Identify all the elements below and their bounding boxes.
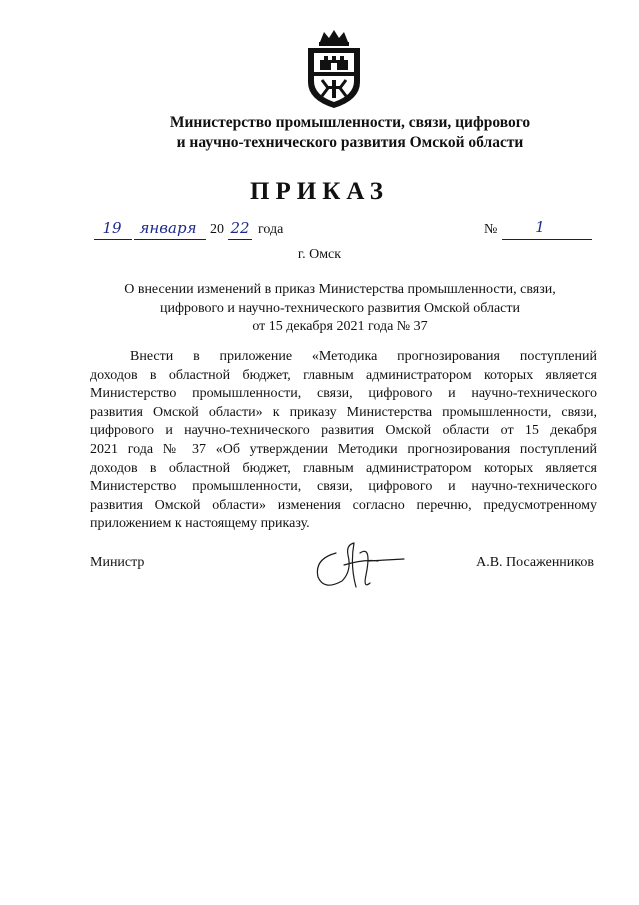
order-year-prefix: 20 (210, 222, 224, 237)
body-line: доходов в областной бюджет, главным администратором которых является (90, 367, 597, 383)
body-line: 2021 года № 37 «Об утверждении Методики прогнозирования поступлений (90, 441, 597, 457)
subject-line: от 15 декабря 2021 года № 37 (252, 319, 428, 334)
document-title: ПРИКАЗ (250, 178, 389, 205)
subject-line: О внесении изменений в приказ Министерства промышленности, связи, (124, 282, 556, 297)
body-line: цифрового и научно-технического развития Омской области от 15 декабря (90, 423, 597, 439)
handwritten-signature-icon (308, 535, 408, 595)
year-word: года (258, 222, 284, 237)
order-number: 1 (535, 218, 545, 236)
body-line: Министерство промышленности, связи, цифрового и научно-технического (90, 386, 597, 402)
body-line: Внести в приложение «Методика прогнозирования поступлений (130, 349, 597, 364)
order-subject (80, 281, 600, 337)
order-date-month: января (139, 219, 197, 237)
order-number-label: № (484, 222, 498, 237)
order-date-line (90, 218, 610, 244)
body-line: Министерство промышленности, связи, цифрового и научно-технического (90, 479, 597, 495)
ministry-name-line-1: Министерство промышленности, связи, цифрового (169, 114, 531, 131)
body-line: развития Омской области» изменения согласно перечню, предусмотренному (90, 497, 597, 513)
omsk-region-coat-of-arms-icon (302, 28, 366, 110)
order-number-underline (502, 239, 592, 240)
date-day-underline (94, 239, 132, 240)
order-body-paragraph (90, 348, 597, 534)
body-line: развития Омской области» к приказу Министерства промышленности, связи, (90, 404, 597, 420)
ministry-name-line-2: и научно-технического развития Омской области (176, 134, 524, 151)
year-underline (228, 239, 252, 240)
order-city: г. Омск (297, 247, 342, 262)
body-line: доходов в областной бюджет, главным администратором которых является (90, 460, 597, 476)
order-year-suffix: 22 (230, 219, 250, 237)
order-date-day: 19 (102, 219, 122, 237)
signer-name: А.В. Посаженников (476, 555, 594, 570)
subject-line: цифрового и научно-технического развития Омской области (159, 300, 521, 316)
date-month-underline (134, 239, 206, 240)
body-line: приложением к настоящему приказу. (90, 516, 310, 532)
signer-role: Министр (90, 555, 145, 570)
